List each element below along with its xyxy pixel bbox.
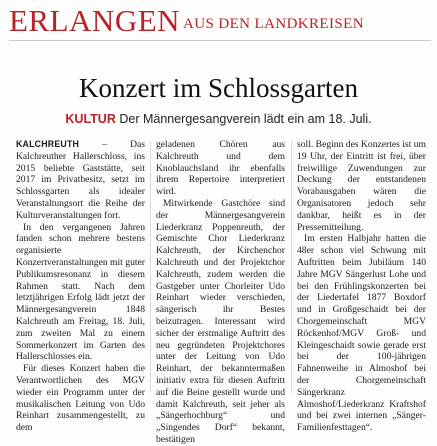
article-column-3	[297, 139, 426, 434]
article-subheadline: Der Männergesangverein lädt ein am 18. Juli.	[119, 112, 372, 126]
article-column-2	[156, 139, 285, 446]
article-paragraph: geladenen Chören aus Kalchreuth und dem Knoblauchsland ihr ebenfalls ihrem Repertoire interpretiert wird.	[156, 139, 285, 198]
article-paragraph: In den vergangenen Jahren fanden schon mehrere bestens organisierte Konzertveranstaltungen mit guter Publikumsresonanz in diesem Rahmen statt. Nach dem letztjährigen Erfolg lädt jetzt der Männergesangverein 1848 Kalchreuth am Freitag, 18. Juli, zum zweiten Mal zu einem Sommerkonzert im Garten des Hallerschlosses ein.	[16, 221, 145, 363]
article-paragraph-text: – Das Kalchreuther Hallerschloss, ins 2015 beliebte Gaststätte, seit 2017 im Privatbesitz, setzt im Schlossgarten als idealer Veranstaltungsort die Reihe der Kulturveranstaltungen fort.	[16, 139, 145, 221]
section-header	[9, 4, 431, 41]
article-subheadline-row	[0, 111, 437, 127]
article-kicker: KULTUR	[65, 112, 116, 126]
article-paragraph: Im ersten Halbjahr hatten die 48er schon viel Schwung mit Auftritten beim Jubiläum 140 Jahre MGV Sängerlust Lohe und bei den Frühlingskonzerten bei der Liedertafel 1877 Boxdorf und in Großgeschaidt bei der Chorgemeinschaft MGV Röckenhof/MGV Groß- und Kleingeschaidt sowie gerade erst bei der 100-jährigen Fahnenweihe in Almoshof bei der Chorgemeinschaft Sängerkranz Almoshof/Liederkranz Kraftshof und bei zwei internen „Sänger-Familienfesttagen“.	[297, 233, 426, 434]
article-headline: Konzert im Schlossgarten	[79, 73, 358, 103]
article-paragraph: Für dieses Konzert haben die Verantwortlichen des MGV wieder ein Programm unter der musikalischen Leitung von Udo Reinhart zusammengestellt, zu dem	[16, 363, 145, 434]
article-paragraph: Mitwirkende Gastchöre sind der Männergesangverein Liederkranz Poppenreuth, der Gemischte Chor Liederkranz Kalchreuth, der Kirchenchor Kalchreuth und der Projektchor Kalchreuth, zudem werden die Gastgeber unter Chorleiter Udo Reinhart wieder verschieden, sängerisch ihr Bestes beizutragen. Interessant wird sicher der erstmalige Auftritt des neu gegründeten Projektchores unter der Leitung von Udo Reinhart, der bekanntermaßen initiativ extra für diesen Auftritt auf die Beine gestellt wurde und damit Kalchreuth, seit jeher als „Sängerhochburg“ und „Singendes Dorf“ bekannt, bestätigen	[156, 197, 285, 445]
section-city-title: ERLANGEN	[9, 3, 181, 38]
section-region-subtitle: AUS DEN LANDKREISEN	[183, 16, 364, 32]
article-body	[16, 139, 432, 445]
article-dateline: KALCHREUTH	[16, 139, 80, 149]
article-paragraph: soll. Beginn des Konzertes ist um 19 Uhr, der Eintritt ist frei, über freiwillige Zuwendungen zur Deckung der entstandenen Vorabausgaben wären die Organisatoren jedoch sehr dankbar, heißt es in der Pressemitteilung.	[297, 139, 426, 233]
article-column-1	[16, 139, 145, 434]
article-paragraph	[16, 139, 145, 222]
